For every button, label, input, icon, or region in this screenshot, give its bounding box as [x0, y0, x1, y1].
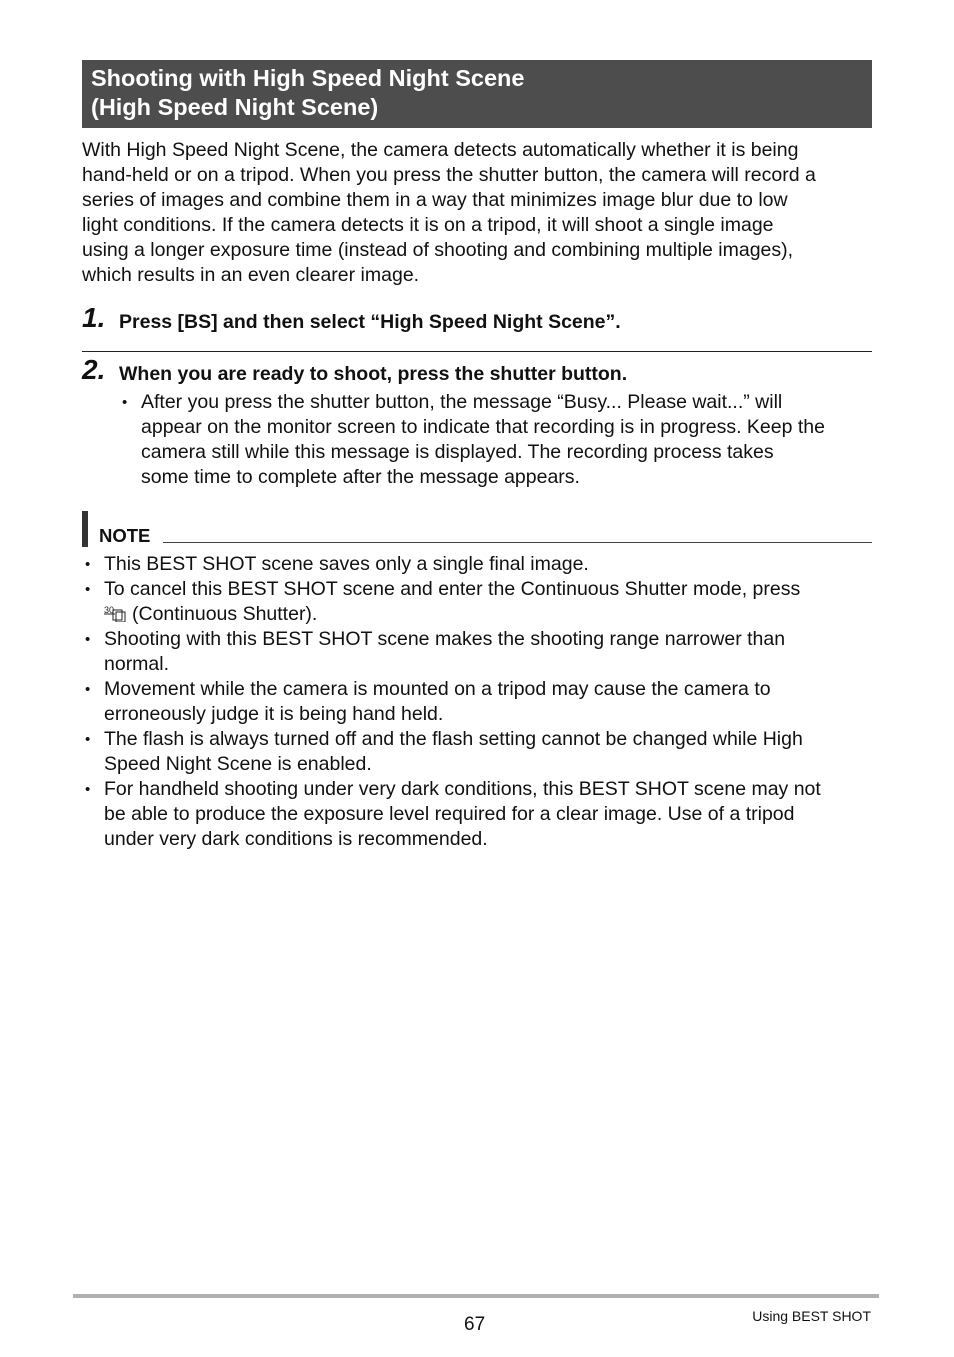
page-number: 67 — [464, 1314, 486, 1335]
continuous-shutter-icon — [104, 604, 126, 622]
bullet-dot: • — [85, 581, 91, 598]
bullet-dot: • — [85, 556, 91, 573]
section-title-line1: Shooting with High Speed Night Scene — [91, 65, 525, 91]
section-title-bar — [82, 60, 872, 128]
note-item: • This BEST SHOT scene saves only a single final image. — [85, 553, 589, 575]
note-item-continued: be able to produce the exposure level required for a clear image. Use of a tripod — [104, 803, 795, 825]
step-2-text: When you are ready to shoot, press the shutter button. — [119, 363, 628, 385]
footer-rule — [73, 1294, 879, 1298]
note-item-continued: 30 (Continuous Shutter). — [104, 603, 318, 625]
note-marker — [82, 511, 88, 547]
bullet-dot: • — [122, 394, 128, 411]
note-item: • Shooting with this BEST SHOT scene makes the shooting range narrower than — [85, 628, 786, 650]
note-item: • To cancel this BEST SHOT scene and enter the Continuous Shutter mode, press — [85, 578, 801, 600]
intro-paragraph — [82, 138, 872, 288]
intro-line: using a longer exposure time (instead of shooting and combining multiple images), — [82, 239, 794, 261]
step-2-number: 2. — [82, 354, 106, 385]
intro-line: With High Speed Night Scene, the camera detects automatically whether it is being — [82, 139, 799, 161]
intro-line: which results in an even clearer image. — [82, 264, 420, 286]
bullet-dot: • — [85, 631, 91, 648]
note-item-continued: normal. — [104, 653, 170, 675]
intro-line: hand-held or on a tripod. When you press the shutter button, the camera will record a — [82, 164, 816, 186]
footer-section-title: Using BEST SHOT — [752, 1308, 871, 1324]
note-label: NOTE — [99, 525, 151, 546]
step-1-number: 1. — [82, 302, 106, 333]
intro-line: series of images and combine them in a way that minimizes image blur due to low — [82, 189, 788, 211]
bullet-dot: • — [85, 731, 91, 748]
note-item: • Movement while the camera is mounted on a tripod may cause the camera to — [85, 678, 771, 700]
bullet-line: • After you press the shutter button, the message “Busy... Please wait...” will — [122, 391, 783, 413]
step-divider — [82, 351, 872, 352]
bullet-dot: • — [85, 681, 91, 698]
intro-line: light conditions. If the camera detects it is on a tripod, it will shoot a single image — [82, 214, 774, 236]
note-rule — [163, 542, 872, 543]
bullet-line: camera still while this message is displayed. The recording process takes — [141, 441, 774, 463]
step-2-bullet — [120, 390, 880, 490]
note-item-continued: under very dark conditions is recommended. — [104, 828, 488, 850]
note-item: • For handheld shooting under very dark conditions, this BEST SHOT scene may not — [85, 778, 821, 800]
note-item-continued: Speed Night Scene is enabled. — [104, 753, 372, 775]
bullet-line: some time to complete after the message appears. — [141, 466, 580, 488]
step-1-text: Press [BS] and then select “High Speed Night Scene”. — [119, 311, 621, 333]
note-list — [82, 552, 882, 852]
note-item: • The flash is always turned off and the flash setting cannot be changed while High — [85, 728, 803, 750]
svg-text:30: 30 — [104, 605, 115, 615]
bullet-dot: • — [85, 781, 91, 798]
bullet-line: appear on the monitor screen to indicate that recording is in progress. Keep the — [141, 416, 825, 438]
note-item-continued: erroneously judge it is being hand held. — [104, 703, 444, 725]
section-title-line2: (High Speed Night Scene) — [91, 94, 379, 120]
